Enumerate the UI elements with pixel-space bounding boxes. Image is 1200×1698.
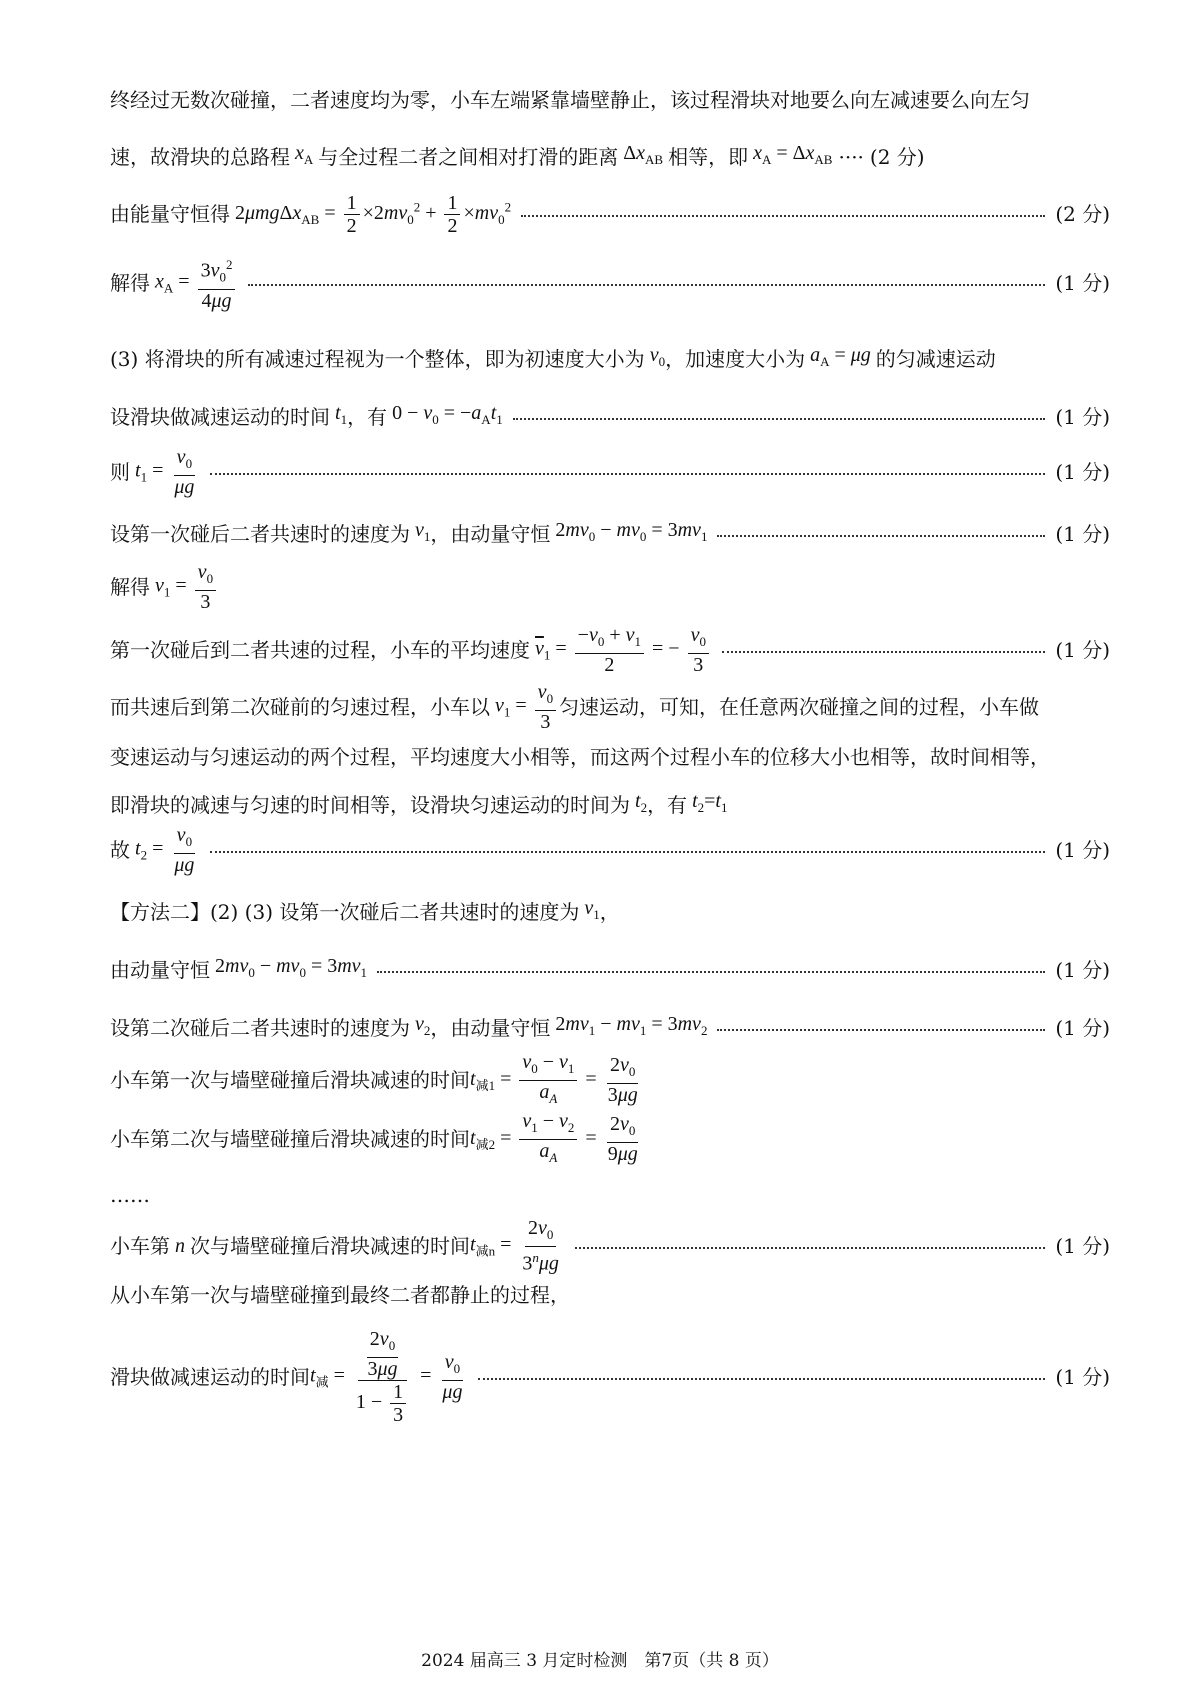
eq-xa: $x_A$ xyxy=(295,142,314,167)
line-22: 从小车第一次与墙壁碰撞到最终二者都静止的过程， xyxy=(110,1283,570,1307)
eq-momentum-1b: $2mv_0 - mv_0 = 3mv_1$ xyxy=(210,955,368,980)
line-8: 设第一次碰后二者共速时的速度为 $v_1$ ，由动量守恒 $2mv_0 - mv_0 = 3mv_1$ (1 分) xyxy=(110,515,1110,552)
line-7: 则 $t_1$ = $\frac{v_0}{\mu g}$ (1 分) xyxy=(110,446,1110,498)
line-6: 设滑块做减速运动的时间 $t_1$ ，有 $0 - v_0 = -a_At_1$ (1 分) xyxy=(110,398,1110,435)
score-line-17: (1 分) xyxy=(1055,1015,1110,1040)
eq-v1: $v_1$ = $\frac{v_0}{3}$ xyxy=(150,561,219,613)
eq-t-dec-total: $t_减$ = $\frac{2v_0}{3\mu g}$ 1 − $\frac{1}{3}$ = $\frac{v_0}{\mu g}$ xyxy=(310,1328,463,1426)
line-5: (3) 将滑块的所有减速过程视为一个整体，即为初速度大小为 $v_0$ ，加速度大小为 $a_A = \mu g$ 的匀减速运动 xyxy=(110,340,1110,377)
score-line-7: (1 分) xyxy=(1055,460,1110,484)
line-14: 故 $t_2$ = $\frac{v_0}{\mu g}$ (1 分) xyxy=(110,824,1110,876)
line-20: …… xyxy=(110,1183,150,1207)
eq-t-dec-2: $t_{减2}$ = $\frac{v_1 - v_2}{a_A}$ = $\frac{2v_0}{9\mu g}$ xyxy=(470,1109,638,1165)
line-9: 解得 $v_1$ = $\frac{v_0}{3}$ xyxy=(110,567,1110,607)
line-17: 设第二次碰后二者共速时的速度为 $v_2$ ，由动量守恒 $2mv_1 - mv_1 = 3mv_2$ (1 分) xyxy=(110,1009,1110,1046)
eq-momentum-1: $2mv_0 - mv_0 = 3mv_1$ xyxy=(550,519,708,544)
eq-xa-equals-dxab: $x_A = \Delta x_{AB}$ xyxy=(753,142,833,167)
line-23: 滑块做减速运动的时间 $t_减$ = $\frac{2v_0}{3\mu g}$ 1 − $\frac{1}{3}$ = $\frac{v_0}{\mu g}$ (1 分) xyxy=(110,1328,1110,1426)
score-line-21: (1 分) xyxy=(1055,1234,1110,1258)
score-line-6: (1 分) xyxy=(1055,404,1110,429)
line-19: 小车第二次与墙壁碰撞后滑块减速的时间 $t_{减2}$ = $\frac{v_1 - v_2}{a_A}$ = $\frac{2v_0}{9\mu g}$ xyxy=(110,1114,1110,1164)
line-11: 而共速后到第二次碰前的匀速过程，小车以 $v_1$ = $\frac{v_0}{3}$ 匀速运动，可知，在任意两次碰撞之间的过程，小车做 xyxy=(110,681,1040,733)
eq-energy: 2μmgΔx$_{AB}$ = $\frac{1}{2}$ $\times 2mv_0^2$ + $\frac{1}{2}$ $\times mv_0^2$ xyxy=(230,191,512,237)
eq-t-dec-n: $t_{减n}$ = $\frac{2v_0}{3^n\mu g}$ xyxy=(470,1217,559,1275)
eq-avg-velocity: $\overline{v}_1$ = $\frac{-v_0 + v_1}{2}$ = − $\frac{v_0}{3}$ xyxy=(530,624,712,676)
score-line-8: (1 分) xyxy=(1055,521,1110,546)
eq-acceleration: $a_A = \mu g$ xyxy=(810,344,871,369)
line-21: 小车第 n 次与墙壁碰撞后滑块减速的时间 $t_{减n}$ = $\frac{2v_0}{3^n\mu g}$ (1 分) xyxy=(110,1217,1110,1275)
score-line-2: (2 分) xyxy=(869,144,925,169)
line-1: 终经过无数次碰撞，二者速度均为零，小车左端紧靠墙壁静止，该过程滑块对地要么向左减速要么向左匀 xyxy=(110,88,1030,112)
score-line-16: (1 分) xyxy=(1055,957,1110,982)
line-18: 小车第一次与墙壁碰撞后滑块减速的时间 $t_{减1}$ = $\frac{v_0 - v_1}{a_A}$ = $\frac{2v_0}{3\mu g}$ xyxy=(110,1055,1110,1105)
eq-t2: $t_2$ = $\frac{v_0}{\mu g}$ xyxy=(135,824,195,876)
score-line-10: (1 分) xyxy=(1055,638,1110,662)
line-13: 即滑块的减速与匀速的时间相等，设滑块匀速运动的时间为 $t_2$ ，有 $t_2=t_1$ xyxy=(110,786,1110,823)
score-line-14: (1 分) xyxy=(1055,838,1110,862)
eq-dxab: $\Delta x_{AB}$ xyxy=(618,142,664,167)
score-line-4: (1 分) xyxy=(1055,271,1110,295)
eq-t2-equals-t1: $t_2=t_1$ xyxy=(692,790,728,815)
page-footer: 2024 届高三 3 月定时检测 第7页（共 8 页） xyxy=(421,1651,779,1671)
eq-xa-result: $x_A$ = $\frac{3v_0^2}{4\mu g}$ xyxy=(150,254,238,312)
eq-kinematics: $0 - v_0 = -a_At_1$ xyxy=(387,402,503,427)
line-3: 由能量守恒得 2μmgΔx$_{AB}$ = $\frac{1}{2}$ $\times 2mv_0^2$ + $\frac{1}{2}$ $\times mv_0^2$ (2 分) xyxy=(110,191,1110,237)
line-2: 速，故滑块的总路程 $x_A$ 与全过程二者之间相对打滑的距离 $\Delta x_{AB}$ 相等，即 $x_A = \Delta x_{AB}$ ···· (2 分) xyxy=(110,138,1110,175)
eq-t1: $t_1$ = $\frac{v_0}{\mu g}$ xyxy=(135,446,195,498)
eq-t-dec-1: $t_{减1}$ = $\frac{v_0 - v_1}{a_A}$ = $\frac{2v_0}{3\mu g}$ xyxy=(470,1050,638,1106)
score-line-3: (2 分) xyxy=(1055,202,1110,226)
line-12: 变速运动与匀速运动的两个过程，平均速度大小相等，而这两个过程小车的位移大小也相等，故时间相等， xyxy=(110,745,1050,769)
score-line-23: (1 分) xyxy=(1055,1365,1110,1389)
line-10: 第一次碰后到二者共速的过程，小车的平均速度 $\overline{v}_1$ = $\frac{-v_0 + v_1}{2}$ = − $\frac{v_0}{3}$ (1 分) xyxy=(110,624,1110,676)
line-4: 解得 $x_A$ = $\frac{3v_0^2}{4\mu g}$ (1 分) xyxy=(110,263,1110,303)
line-16: 由动量守恒 $2mv_0 - mv_0 = 3mv_1$ (1 分) xyxy=(110,951,1110,988)
line-15: 【方法二】(2) (3) 设第一次碰后二者共速时的速度为 $v_1$ ， xyxy=(110,897,620,924)
eq-momentum-2: $2mv_1 - mv_1 = 3mv_2$ xyxy=(550,1013,708,1038)
